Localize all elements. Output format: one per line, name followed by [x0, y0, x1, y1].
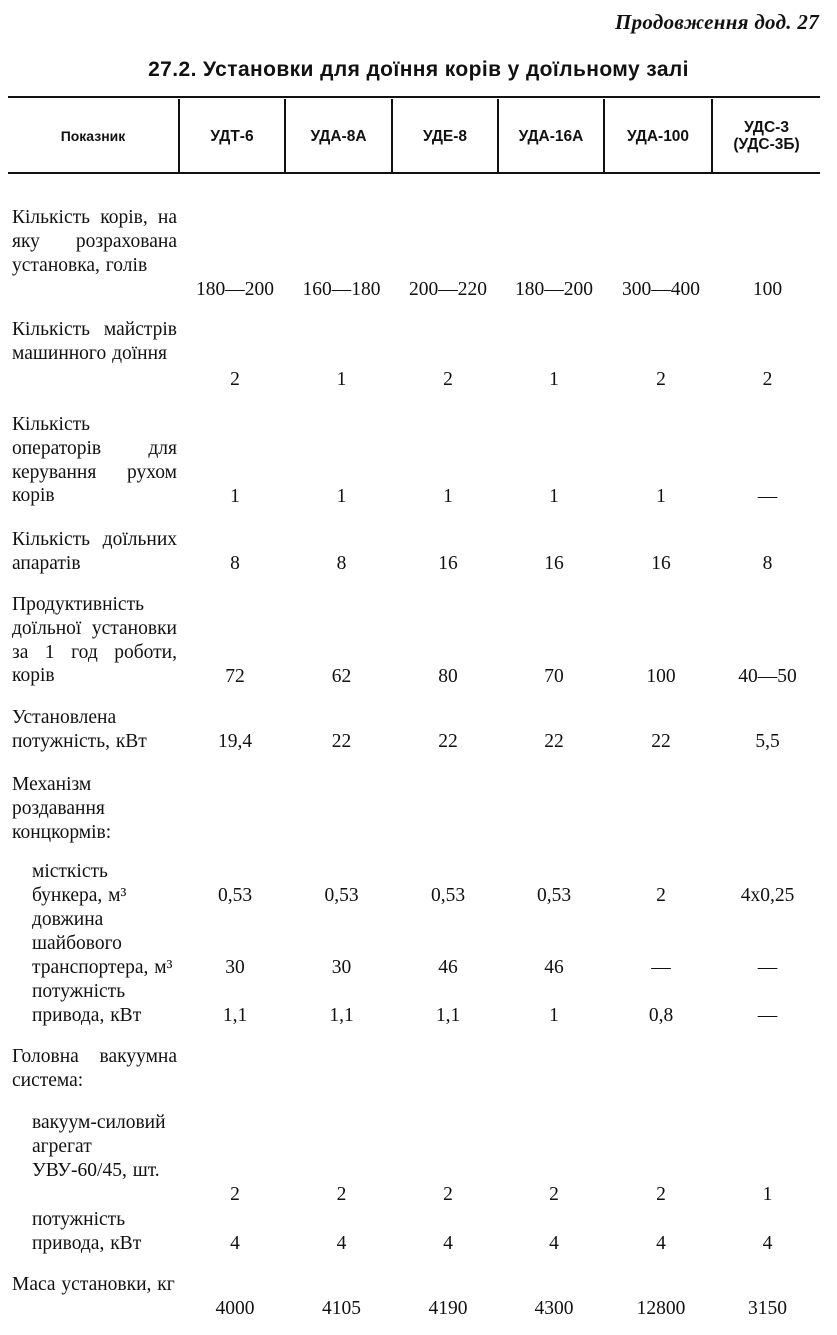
cell-value: 1 [230, 486, 240, 508]
row-values [182, 1004, 820, 1028]
cell-value: — [757, 1005, 778, 1027]
cell-value: 72 [225, 666, 245, 688]
row-label: Кількість операторів для керування рухом корів [12, 414, 177, 507]
header-col-ude-8: УДЕ-8 [391, 99, 497, 173]
cell-value: — [757, 957, 778, 979]
cell-value: 4105 [322, 1298, 361, 1320]
row-label: Установлена потужність, кВт [12, 707, 147, 752]
cell-value: 0,8 [648, 1005, 674, 1027]
cell-value: 1 [549, 486, 559, 508]
row-label: Кількість доїльних апаратів [12, 529, 177, 574]
cell-value: 4 [656, 1233, 666, 1255]
cell-value: 1,1 [329, 1005, 354, 1027]
cell-value: 80 [438, 666, 458, 688]
cell-value: 46 [544, 957, 564, 979]
cell-value: 8 [336, 553, 347, 575]
row-values [182, 368, 820, 392]
table-row [12, 1208, 820, 1256]
cell-value: 200—220 [409, 279, 487, 301]
table-row [12, 706, 820, 754]
cell-value: 2 [549, 1184, 559, 1206]
section-heading-feed-mechanism: Механізм роздавання концкормів: [12, 774, 112, 843]
row-label: місткість бункера, м³ [32, 861, 127, 906]
cell-value: 19,4 [217, 731, 253, 753]
cell-value: 4190 [428, 1298, 468, 1320]
cell-value: 180—200 [196, 279, 274, 301]
table-row [12, 1273, 820, 1321]
continuation-note: Продовження дод. 27 [614, 10, 819, 34]
cell-value: 1 [656, 486, 666, 508]
header-label-cell: Показник [60, 127, 126, 144]
cell-value: 4х0,25 [740, 885, 795, 907]
cell-value: 2 [230, 369, 240, 391]
table-row [12, 318, 820, 392]
cell-value: 22 [544, 731, 564, 753]
row-label: Маса установки, кг [12, 1274, 175, 1295]
table-row [12, 528, 820, 576]
row-label: довжина шайбового транспортера, м³ [32, 909, 173, 978]
cell-value: 4000 [215, 1298, 255, 1320]
table-row [12, 206, 820, 302]
cell-value: 0,53 [217, 885, 253, 907]
row-values [182, 552, 820, 576]
row-label: Продуктивність доїльної установки за 1 год роботи, корів [12, 594, 177, 687]
cell-value: 2 [656, 369, 666, 391]
table-row [12, 593, 820, 689]
cell-value: 4 [549, 1233, 559, 1255]
header-col-udt-6: УДТ-6 [178, 99, 284, 173]
cell-value: 5,5 [755, 731, 780, 753]
cell-value: 4300 [534, 1298, 574, 1320]
cell-value: 4 [336, 1233, 347, 1255]
cell-value: 100 [752, 279, 783, 301]
cell-value: 160—180 [302, 279, 381, 301]
table-title: 27.2. Установки для доїння корів у доїльному залі [148, 58, 689, 81]
cell-value: 8 [230, 553, 240, 575]
row-values [182, 1232, 820, 1256]
table-row [12, 908, 820, 980]
cell-value: 70 [544, 666, 564, 688]
cell-value: 1 [762, 1184, 773, 1206]
cell-value: 1 [549, 369, 559, 391]
section-heading-row [12, 1045, 820, 1093]
row-label: потужність привода, кВт [32, 981, 142, 1026]
row-label: потужність привода, кВт [32, 1209, 142, 1254]
row-label: вакуум-силовий агрегат УВУ-60/45, шт. [32, 1112, 166, 1181]
cell-value: 2 [443, 369, 453, 391]
cell-value: 1,1 [435, 1005, 461, 1027]
row-values [182, 278, 820, 302]
section-heading-vacuum-system: Головна вакуумна система: [12, 1046, 177, 1091]
cell-value: 0,53 [536, 885, 572, 907]
section-heading-row [12, 773, 820, 845]
cell-value: 8 [762, 553, 773, 575]
cell-value: 2 [443, 1184, 453, 1206]
cell-value: 16 [438, 553, 458, 575]
header-col-uda-8a: УДА-8А [284, 99, 391, 173]
cell-value: 40—50 [738, 666, 797, 688]
cell-value: 1 [549, 1005, 559, 1027]
header-col-uda-100: УДА-100 [603, 99, 711, 173]
cell-value: 22 [651, 731, 671, 753]
cell-value: — [651, 957, 671, 979]
cell-value: 46 [438, 957, 458, 979]
cell-value: 300—400 [622, 279, 700, 301]
row-values [182, 665, 820, 689]
cell-value: 12800 [636, 1298, 686, 1320]
cell-value: 16 [651, 553, 671, 575]
cell-value: 4 [230, 1233, 240, 1255]
cell-value: 2 [656, 1184, 666, 1206]
row-values [182, 485, 820, 509]
cell-value: 3150 [748, 1298, 787, 1320]
cell-value: 0,53 [430, 885, 466, 907]
cell-value: 1 [336, 369, 347, 391]
cell-value: 0,53 [324, 885, 359, 907]
row-label: Кількість корів, на яку розрахована установка, голів [12, 207, 177, 276]
header-col-uds-3: УДС-3 (УДС-3Б) [711, 99, 820, 173]
row-label: Кількість майстрів машинного доїння [12, 319, 177, 364]
cell-value: — [757, 486, 778, 508]
cell-value: 22 [438, 731, 458, 753]
cell-value: 2 [656, 885, 666, 907]
row-values [182, 1183, 820, 1207]
cell-value: 2 [230, 1184, 240, 1206]
cell-value: 100 [646, 666, 676, 688]
cell-value: 4 [762, 1233, 773, 1255]
cell-value: 30 [225, 957, 245, 979]
cell-value: 1 [336, 486, 347, 508]
table-row [12, 980, 820, 1028]
cell-value: 180—200 [515, 279, 593, 301]
row-values [182, 730, 820, 754]
cell-value: 2 [762, 369, 773, 391]
cell-value: 62 [331, 666, 352, 688]
cell-value: 4 [443, 1233, 453, 1255]
row-values [182, 1297, 820, 1321]
row-values [182, 884, 820, 908]
table-row [12, 1111, 820, 1207]
table-row [12, 413, 820, 509]
cell-value: 22 [331, 731, 352, 753]
cell-value: 16 [544, 553, 564, 575]
header-col-uda-16a: УДА-16А [497, 99, 603, 173]
table-row [12, 860, 820, 908]
row-values [182, 956, 820, 980]
cell-value: 30 [331, 957, 352, 979]
cell-value: 1,1 [222, 1005, 248, 1027]
cell-value: 2 [336, 1184, 347, 1206]
cell-value: 1 [443, 486, 453, 508]
